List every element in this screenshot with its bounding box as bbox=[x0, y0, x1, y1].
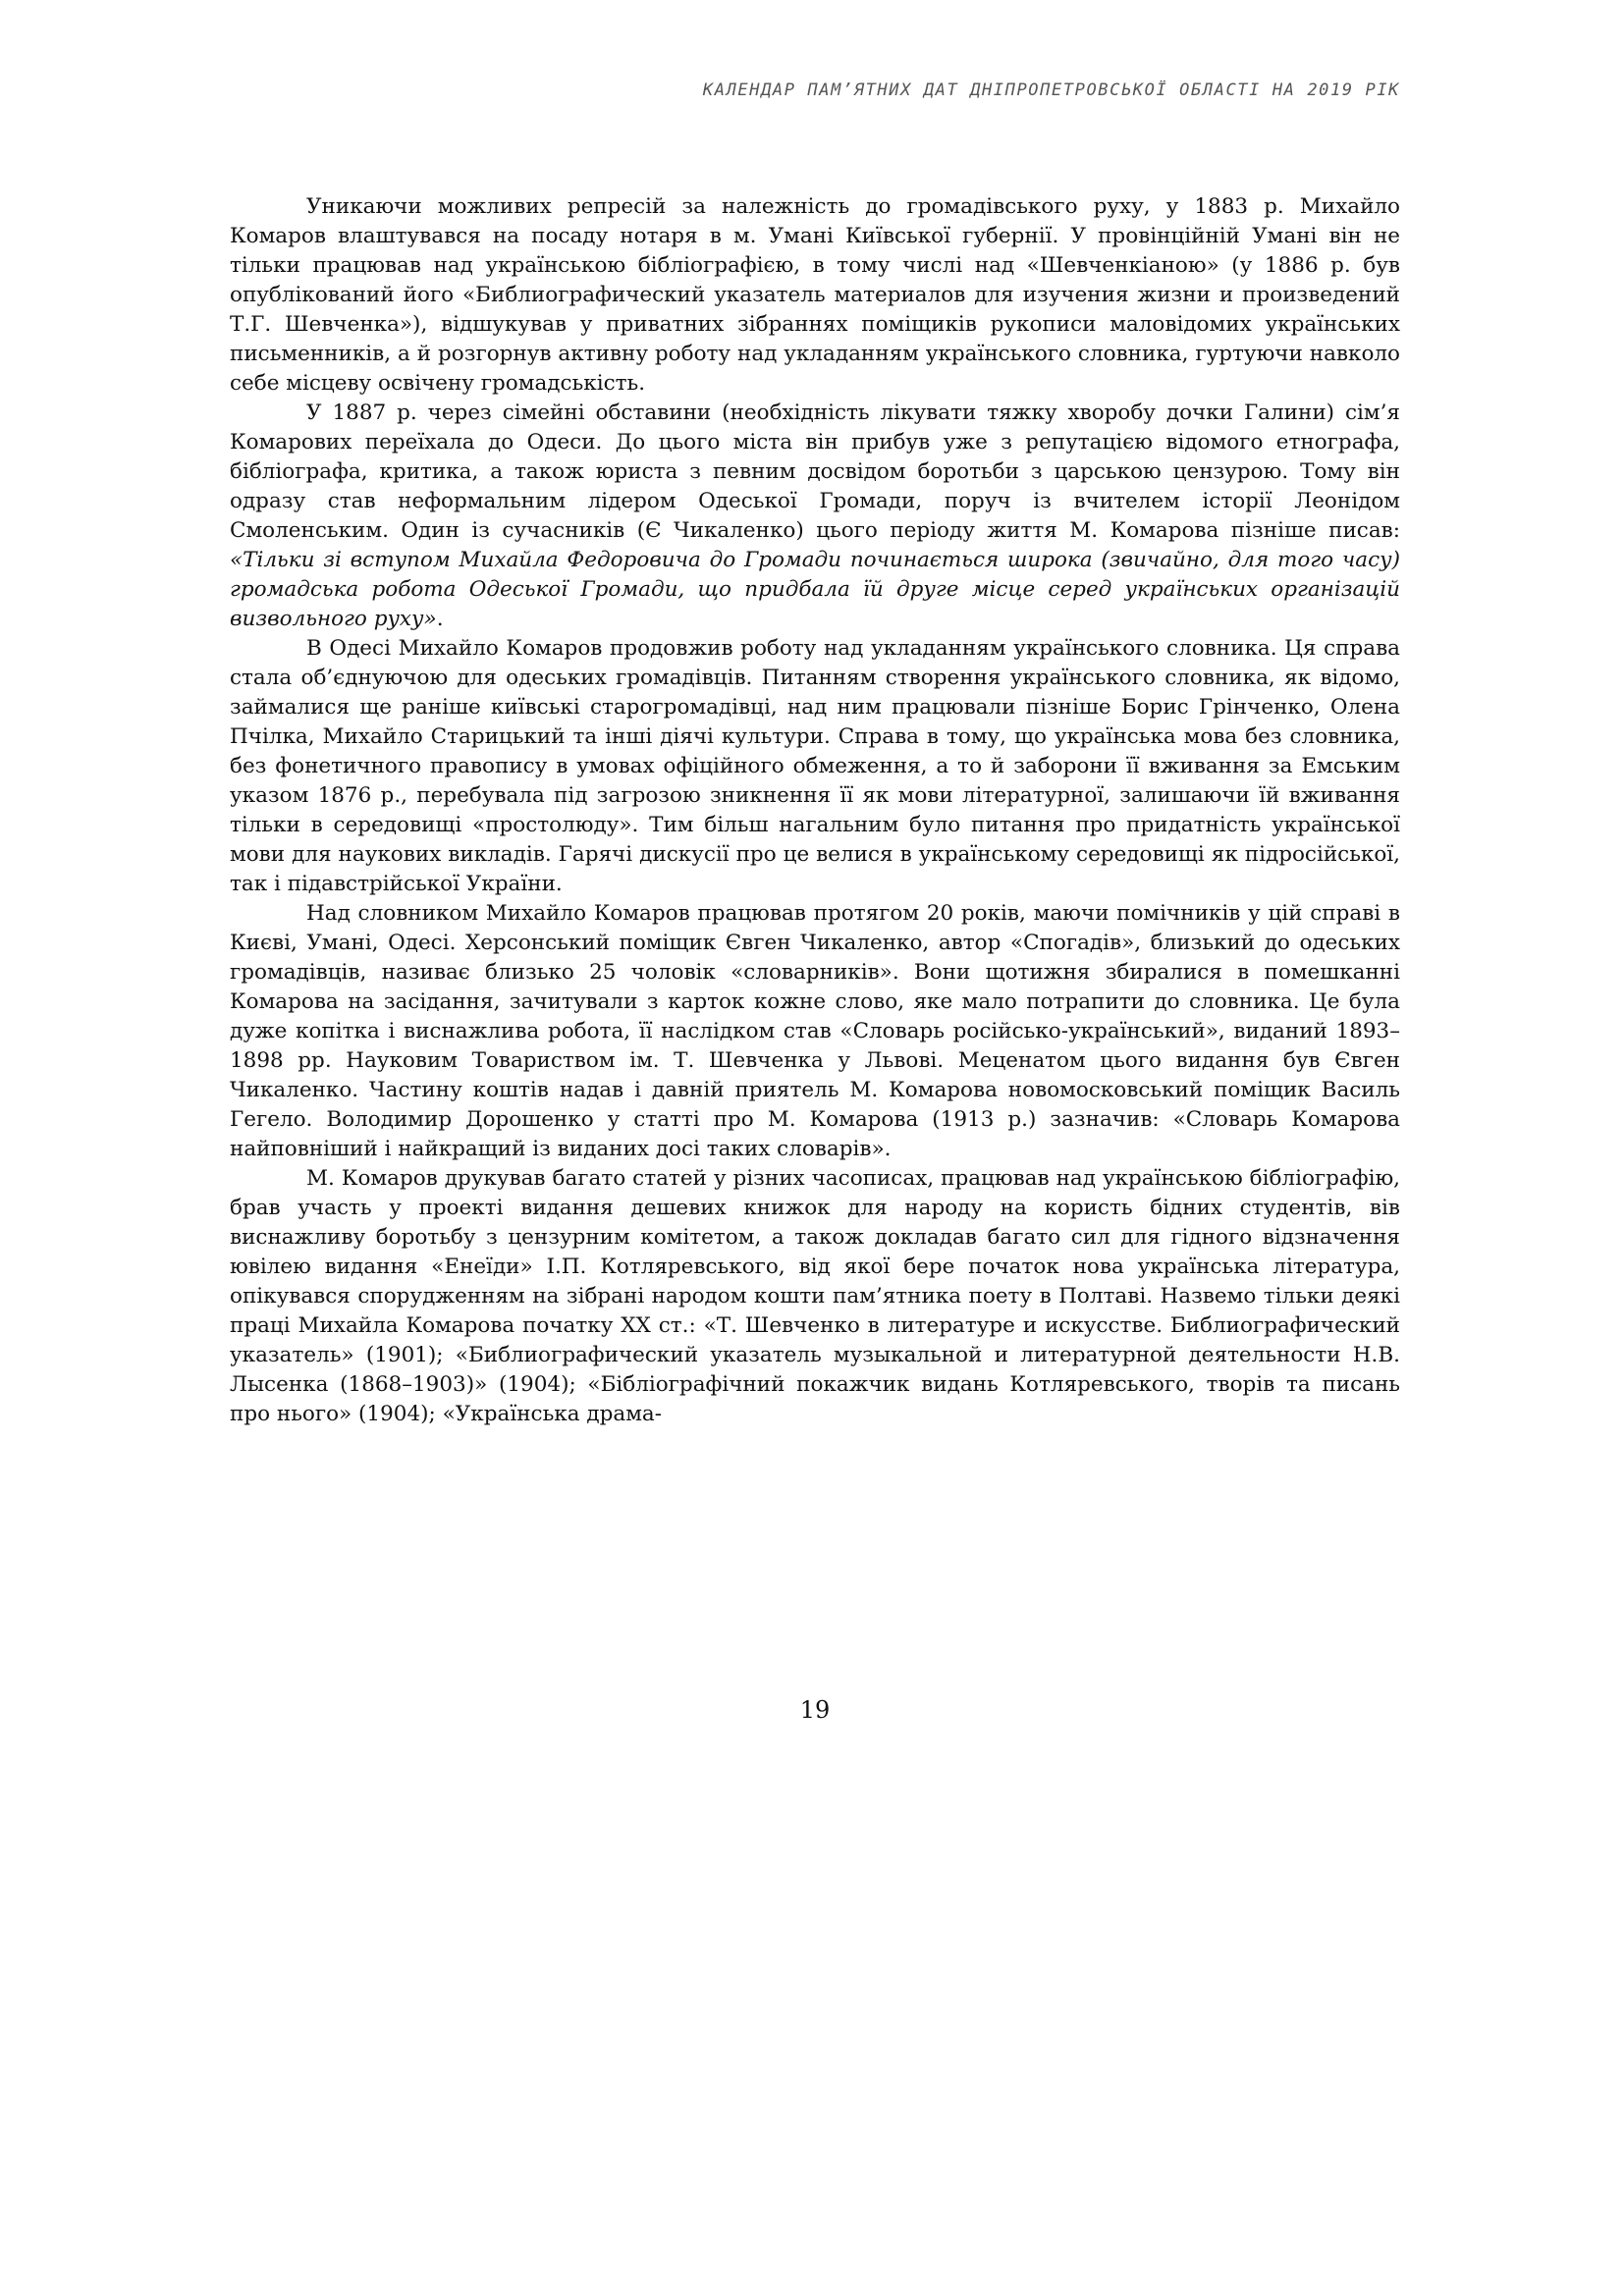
paragraph-text: У 1887 р. через сімейні обставини (необхідність лікувати тяжку хворобу дочки Галини) сім’я Комарових переїхала до Одеси. До цього міста він прибув уже з репутацією відомого етнографа, бібліографа, критика, а також юриста з певним досвідом боротьби з царською цензурою. Тому він одразу став неформальним лідером Одеської Громади, поруч із вчителем історії Леонідом Смоленським. Один із сучасників (Є Чикаленко) цього періоду життя М. Комарова пізніше писав: bbox=[230, 400, 1400, 543]
paragraph-publications bbox=[230, 1164, 1400, 1429]
paragraph-odesa-move bbox=[230, 399, 1400, 634]
italic-quote: «Тільки зі вступом Михайла Федоровича до Громади починається широка (звичайно, для того часу) громадська робота Одеської Громади, що придбала їй друге місце серед українських організацій визвольного руху» bbox=[230, 548, 1400, 631]
paragraph-text: М. Комаров друкував багато статей у різних часописах, працював над українською бібліографію, брав участь у проекті видання дешевих книжок для народу на користь бідних студентів, вів виснажливу боротьбу з цензурним комітетом, а також докладав багато сил для гідного відзначення ювілею видання «Енеїди» І.П. Котляревського, від якої бере початок нова українська література, опікувався спорудженням на зібрані народом кошти пам’ятника поету в Полтаві. Назвемо тільки деякі праці Михайла Комарова початку XX ст.: «Т. Шевченко в литературе и искусстве. Библиографический указатель» (1901); «Библиографический указатель музыкальной и литературной деятельности Н.В. Лысенка (1868–1903)» (1904); «Бібліографічний покажчик видань Котляревського, творів та писань про нього» (1904); «Українська драма- bbox=[230, 1166, 1400, 1426]
running-header: КАЛЕНДАР ПАМ’ЯТНИХ ДАТ ДНІПРОПЕТРОВСЬКОЇ ОБЛАСТІ НА 2019 РІК bbox=[702, 80, 1400, 100]
paragraph-dictionary-helpers bbox=[230, 899, 1400, 1164]
page-number: 19 bbox=[799, 1696, 831, 1724]
paragraph-dictionary-work bbox=[230, 634, 1400, 899]
paragraph-tail: . bbox=[436, 607, 444, 631]
body-text bbox=[230, 192, 1400, 1429]
paragraph-text: В Одесі Михайло Комаров продовжив роботу над укладанням українського словника. Ця справа стала об’єднуючою для одеських громадівців. Питанням створення українського словника, як відомо, займалися ще раніше київські старогромадівці, над ним працювали пізніше Борис Грінченко, Олена Пчілка, Михайло Старицький та інші діячі культури. Справа в тому, що українська мова без словника, без фонетичного правопису в умовах офіційного обмеження, а то й заборони її вживання за Емським указом 1876 р., перебувала під загрозою зникнення її як мови літературної, залишаючи їй вживання тільки в середовищі «простолюду». Тим більш нагальним було питання про придатність української мови для наукових викладів. Гарячі дискусії про це велися в українському середовищі як підросійської, так і підавстрійської України. bbox=[230, 636, 1400, 896]
paragraph-text: Над словником Михайло Комаров працював протягом 20 років, маючи помічників у цій справі в Києві, Умані, Одесі. Херсонський поміщик Євген Чикаленко, автор «Спогадів», близький до одеських громадівців, називає близько 25 чоловік «словарників». Вони щотижня збиралися в помешканні Комарова на засідання, зачитували з карток кожне слово, яке мало потрапити до словника. Це була дуже копітка і виснажлива робота, її наслідком став «Словарь російсько-український», виданий 1893–1898 рр. Науковим Товариством ім. Т. Шевченка у Львові. Меценатом цього видання був Євген Чикаленко. Частину коштів надав і давній приятель М. Комарова новомосковський поміщик Василь Гегело. Володимир Дорошенко у статті про М. Комарова (1913 р.) зазначив: «Словарь Комарова найповніший і найкращий із виданих досі таких словарів». bbox=[230, 901, 1400, 1161]
paragraph-text: Уникаючи можливих репресій за належність до громадівського руху, у 1883 р. Михайло Комаров влаштувався на посаду нотаря в м. Умані Київської губернії. У провінційній Умані він не тільки працював над українською бібліографією, в тому числі над «Шевченкіаною» (у 1886 р. був опублікований його «Библиографический указатель материалов для изучения жизни и произведений Т.Г. Шевченка»), відшукував у приватних зібраннях поміщиків рукописи маловідомих українських письменників, а й розгорнув активну роботу над укладанням українського словника, гуртуючи навколо себе місцеву освічену громадськість. bbox=[230, 194, 1400, 396]
paragraph-uman bbox=[230, 192, 1400, 399]
